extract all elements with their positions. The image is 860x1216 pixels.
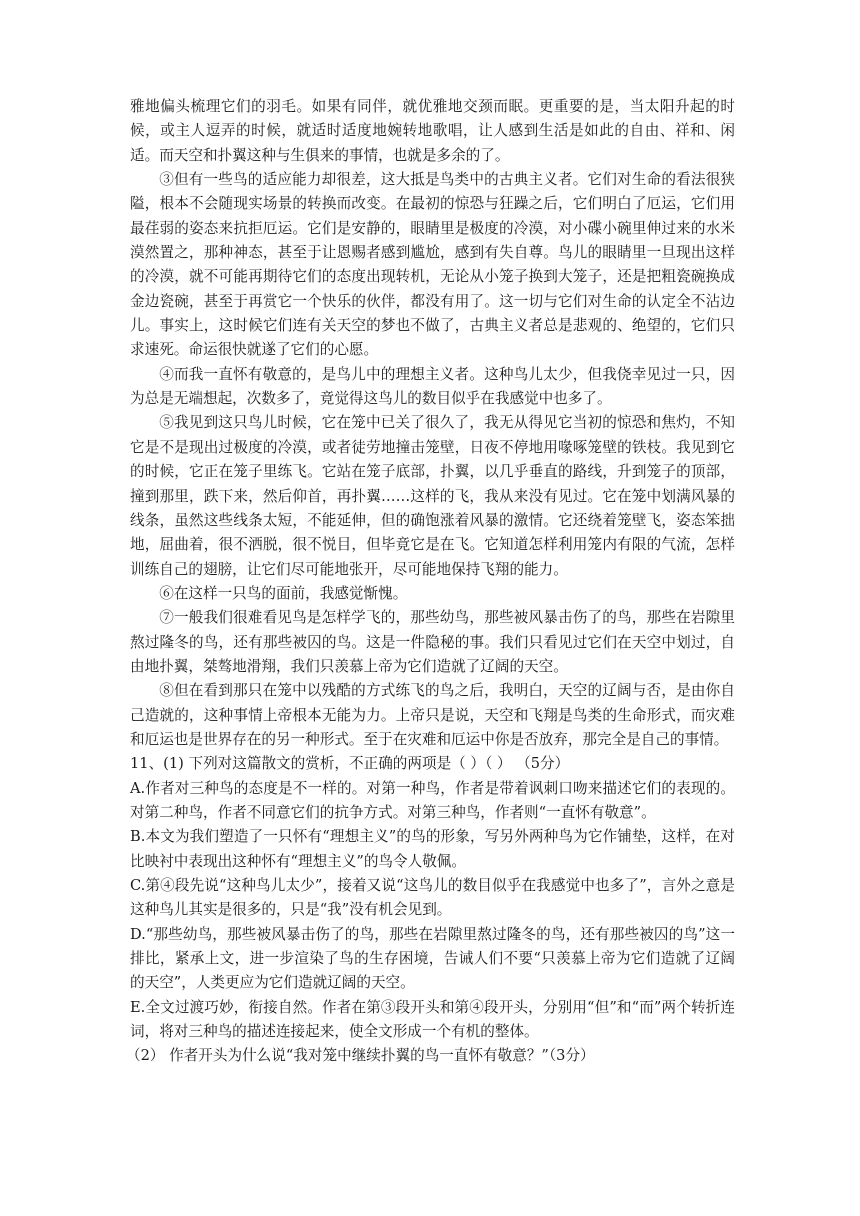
passage-paragraph-8: ⑧但在看到那只在笼中以残酷的方式练飞的鸟之后，我明白，天空的辽阔与否，是由你自己造就的，这种事情上帝根本无能为力。上帝只是说，天空和飞翔是鸟类的生命形式，而灾难和厄运也是世界存在的另一种形式。至于在灾难和厄运中你是否放弃，那完全是自己的事情。: [130, 682, 735, 748]
passage-paragraph-5: ⑤我见到这只鸟儿时候，它在笼中已关了很久了，我无从得见它当初的惊恐和焦灼，不知它是不是现出过极度的冷漠，或者徒劳地撞击笼壁，日夜不停地用喙啄笼壁的铁枝。我见到它的时候，它正在笼子里练飞。它站在笼子底部，扑翼，以几乎垂直的路线，升到笼子的顶部，撞到那里，跌下来，然后仰首，再扑翼……这样的飞，我从来没有见过。它在笼中划满风暴的线条，虽然这些线条太短，不能延伸，但的确饱涨着风暴的激情。它还绕着笼壁飞，姿态笨拙地，屈曲着，很不洒脱，很不悦目，但毕竟它是在飞。它知道怎样利用笼内有限的气流，怎样训练自己的翅膀，让它们尽可能地张开，尽可能地保持飞翔的能力。: [130, 414, 735, 578]
document-page: [126, 95, 735, 1069]
option-b: B.本文为我们塑造了一只怀有“理想主义”的鸟的形象，写另外两种鸟为它作铺垫，这样，在对比映衬中表现出这种怀有“理想主义”的鸟令人敬佩。: [130, 828, 735, 870]
question-11-1-stem: 11、(1) 下列对这篇散文的赏析，不正确的两项是（ ）（ ） （5分）: [130, 755, 570, 773]
passage-paragraph-3: ③但有一些鸟的适应能力却很差，这大抵是鸟类中的古典主义者。它们对生命的看法很狭隘，根本不会随现实场景的转换而改变。在最初的惊恐与狂躁之后，它们明白了厄运，它们用最荏弱的姿态来抗拒厄运。它们是安静的，眼睛里是极度的冷漠，对小碟小碗里伸过来的水米漠然置之，那种神态，甚至于让恩赐者感到尴尬，感到有失自尊。鸟儿的眼睛里一旦现出这样的冷漠，就不可能再期待它们的态度出现转机，无论从小笼子换到大笼子，还是把粗瓷碗换成金边瓷碗，甚至于再赏它一个快乐的伙伴，都没有用了。这一切与它们对生命的认定全不沾边儿。事实上，这时候它们连有关天空的梦也不做了，古典主义者总是悲观的、绝望的，它们只求速死。命运很快就遂了它们的心愿。: [130, 171, 735, 359]
option-a: A.作者对三种鸟的态度是不一样的。对第一种鸟，作者是带着讽刺口吻来描述它们的表现的。对第二种鸟，作者不同意它们的抗争方式。对第三种鸟，作者则“一直怀有敬意”。: [130, 779, 735, 821]
passage-paragraph-6: ⑥在这样一只鸟的面前，我感觉惭愧。: [159, 584, 408, 602]
passage-paragraph-7: ⑦一般我们很难看见鸟是怎样学飞的，那些幼鸟，那些被风暴击伤了的鸟，那些在岩隙里熬过隆冬的鸟，还有那些被囚的鸟。这是一件隐秘的事。我们只看见过它们在天空中划过，自由地扑翼，桀骜地滑翔，我们只羡慕上帝为它们造就了辽阔的天空。: [130, 609, 735, 675]
passage-paragraph-continued: 雅地偏头梳理它们的羽毛。如果有同伴，就优雅地交颈而眠。更重要的是，当太阳升起的时候，或主人逗弄的时候，就适时适度地婉转地歌唱，让人感到生活是如此的自由、祥和、闲适。而天空和扑翼这种与生俱来的事情，也就是多余的了。: [130, 98, 735, 164]
option-e: E.全文过渡巧妙，衔接自然。作者在第③段开头和第④段开头，分别用“但”和“而”两个转折连词，将对三种鸟的描述连接起来，使全文形成一个有机的整体。: [130, 998, 735, 1041]
option-d: D.“那些幼鸟，那些被风暴击伤了的鸟，那些在岩隙里熬过隆冬的鸟，还有那些被囚的鸟”这一排比，紧承上文，进一步渲染了鸟的生存困境，告诫人们不要“只羡慕上帝为它们造就了辽阔的天空”，人类更应为它们造就辽阔的天空。: [130, 925, 735, 992]
passage-paragraph-4: ④而我一直怀有敬意的，是鸟儿中的理想主义者。这种鸟儿太少，但我侥幸见过一只，因为总是无端想起，次数多了，竟觉得这鸟儿的数目似乎在我感觉中也多了。: [130, 365, 735, 408]
option-c: C.第④段先说“这种鸟儿太少”，接着又说“这鸟儿的数目似乎在我感觉中也多了”，言外之意是这种鸟儿其实是很多的，只是“我”没有机会见到。: [130, 877, 735, 919]
question-11-2-stem: （2） 作者开头为什么说“我对笼中继续扑翼的鸟一直怀有敬意？”（3分）: [126, 1047, 595, 1065]
